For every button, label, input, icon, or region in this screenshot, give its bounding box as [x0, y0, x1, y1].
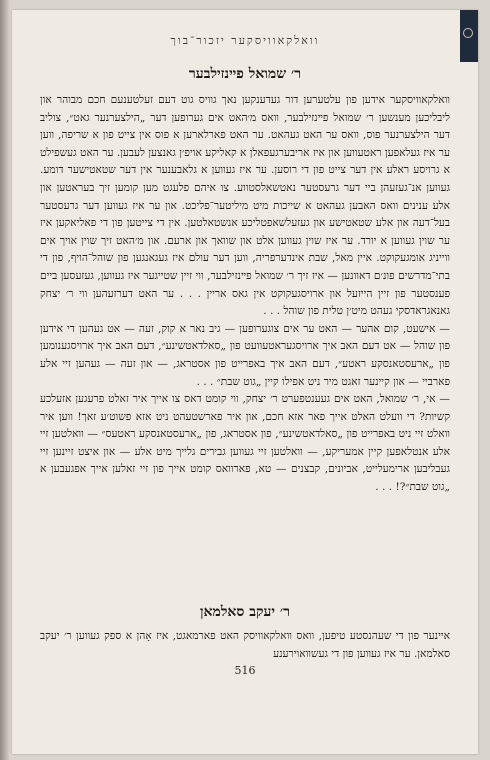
paragraph: — אי, ר׳ שמואל, האט אים געענטפערט ר׳ יצחק, ווי קומט דאס צו אייך איר זאלט פרעגען אזעלכע קשיות? די וועלט האלט אייך פאר אזא חכם, און איר פארשטעהט ניט אזא פשוט׳ע זאך! ווען איר וואלט זיי ניט באפרייט פון „סאלדאטשינע״, פון אסטראג, פון „ארעסטאנסקע ראטעס״ — וואלטען זיי אלע אנטלאפען קיין אמעריקע, — וואלטען זיי געווען גבירים גלייך מיט אלע — און איצט זיינען זיי געבליבען ארימעלייט, אביונים, קבצנים — טא, פארוואס קומט אייך פון זיי זאלען אייך אפגעבען א „גוט שבת״?! . . . [40, 393, 450, 494]
section-title-shmuel: ר׳ שמואל פײנזילבער [188, 66, 302, 82]
section-body-shmuel [40, 92, 450, 497]
running-head: וואלקאוויסקער יזכור־בוך [170, 34, 320, 47]
paragraph: — אישעט, קום אהער — האט ער אים צוגערופען — גיב נאר א קוק, זעה — אט געהען די אידען פון שוהל — אט דעם האב איך ארויסגעראטעוועט פון „סאלדאטשינע״, דעם האב איך ארויסגענומען פון „ארעסטאנסקע ראטע״, דעם האב איך באפרייט פון אסטראג, — און זעה — געהען זיי אלע פארביי — און קיינער זאגט מיר ניט אפילו קיין „גוט שבת״ . . . [40, 322, 450, 388]
book-spine-shadow [0, 0, 10, 760]
paragraph: איינער פון די שעהנסטע טיפען, וואס וואלקאוויסק האט פארמאגט, איז אָהן א ספק געווען ר׳ יעקב סאלמאן. ער איז געווען פון די געשוואוירענע [40, 630, 450, 660]
section-title-yankev: ר׳ יעקב סאלמאן [199, 604, 291, 620]
page-number: 516 [234, 664, 256, 677]
tab-circle-icon [463, 28, 473, 38]
paragraph: וואלקאוויסקער אידען פון עלטערען דור געדענקען נאך גוויס גוט דעם זעלטענעם חכם מבוהר און ליבליכען מענשען ר׳ שמואל פײנזילבער, וואס מ׳האט אים גערופען דער „הילצערנער גאט״, צוליב דער הילצערנער פוס, וואס ער האט געהאט. ער האט פארלארען א פוס אין צייט פון א שריפה, ווען ער איז געלאפען ראטעווען און איז אריבערגעפאלן א קאליקע אויפ׳ן גאנצען לעבען. ער האט געשפילט א גרויסע ראלע אין דער צייט פון די רוסען. ער איז געווען א גלאבענער אין דער שטאטישער דומע. געווען אנ־געזעהן ביי דער גרעסטער נאטשאלסטווע. צו איהם פלעגט מען קומען זיך בעראטען און אלע ענינים וואס האבען געהאט א שייכות מיט מיליטער־פליכט. און ער איז געווען דער גרעסטער בעל־דעה און אלע שטאטישע און געזעלשאפטליכע אנשטאלטען. אין די צייטען פון די פאליאקען איז ער שוין געווען א יורד. ער איז שוין געווען אלט און שוואך און ארעם. און מ׳האט זיך שוין אויך אים ווייניג אומגעקוקט. איין מאל, שבת אינדערפריה, ווען דער עולם איז געגאנגען פון שוהל־הויף, פון די בתי־מדרשים פונ׳ם דאוונען — איז זיך ר׳ שמואל פײנזילבער, ווי זיין שטייגער איז געווען, געזעסען ביים פענסטער פון זיין הייזעל און ארויסגעקוקט אין גאס אריין . . . ער האט דערזעהען ווי ר׳ יצחק גאנאגראדסקי געהט מיט׳ן טלית פון שוהל . . . [40, 94, 450, 318]
section-body-yankev [40, 628, 450, 663]
